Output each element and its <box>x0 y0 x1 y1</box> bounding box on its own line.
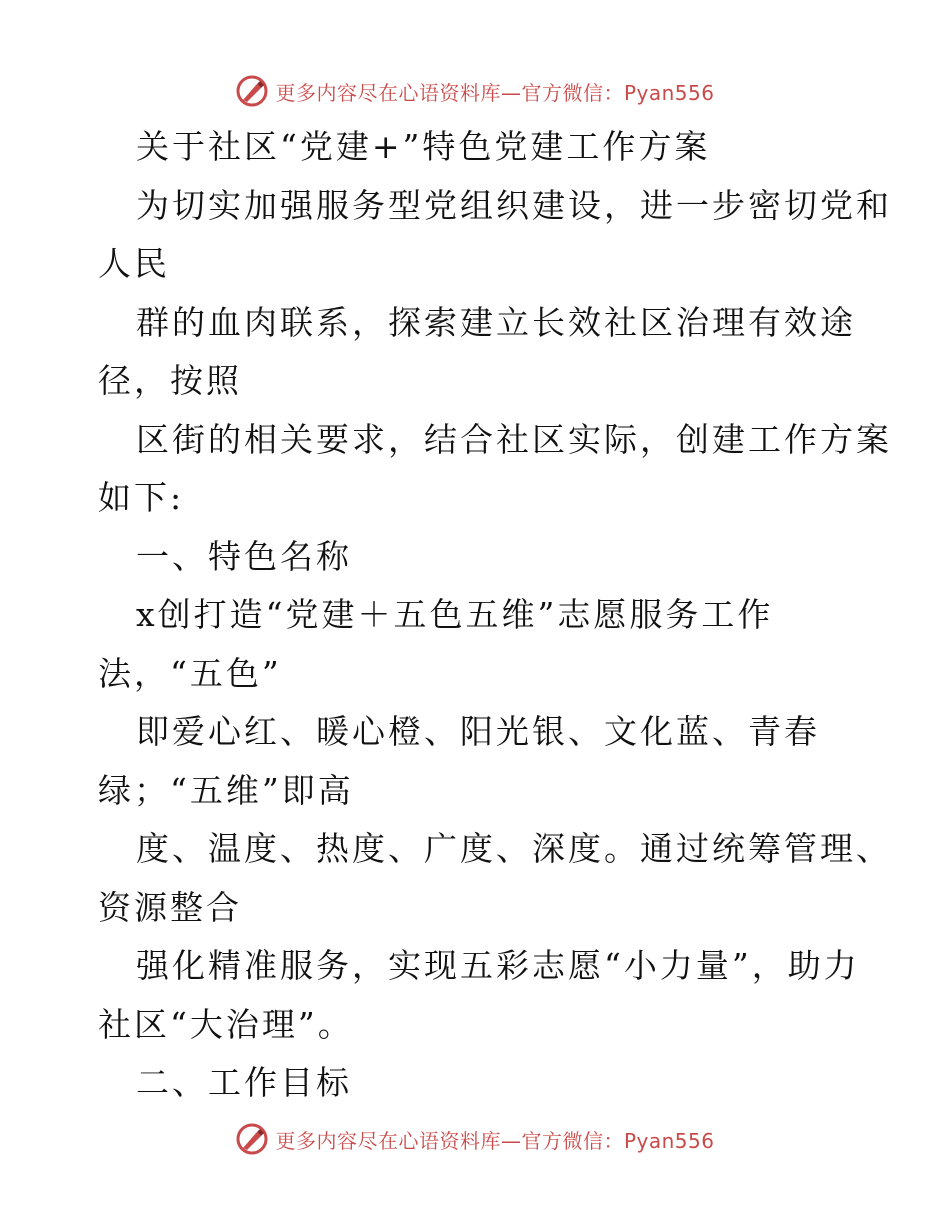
document-line: 社区“大治理”。 <box>98 1004 354 1044</box>
fountain-pen-logo-icon <box>235 74 269 108</box>
document-line: 度、温度、热度、广度、深度。通过统筹管理、 <box>136 829 892 868</box>
header-watermark <box>0 71 950 111</box>
document-line: 一、特色名称 <box>136 536 352 576</box>
document-line: 二、工作目标 <box>136 1063 352 1102</box>
document-body <box>98 118 892 1113</box>
document-line: 法，“五色” <box>98 653 282 693</box>
footer-watermark <box>0 1119 950 1159</box>
document-line: 资源整合 <box>98 887 242 927</box>
document-line: 关于社区“党建+”特色党建工作方案 <box>136 127 711 166</box>
watermark-text: 更多内容尽在心语资料库—官方微信：Pyan556 <box>275 80 715 105</box>
watermark-text: 更多内容尽在心语资料库—官方微信：Pyan556 <box>275 1128 715 1153</box>
document-line: 群的血肉联系，探索建立长效社区治理有效途 <box>136 302 856 342</box>
document-line: 径，按照 <box>98 361 242 400</box>
document-line: 即爱心红、暖心橙、阳光银、文化蓝、青春 <box>136 712 820 751</box>
fountain-pen-logo-icon <box>235 1122 269 1156</box>
document-line: x创打造“党建＋五色五维”志愿服务工作 <box>136 595 774 634</box>
document-line: 强化精准服务，实现五彩志愿“小力量”，助力 <box>136 946 860 985</box>
document-line: 绿；“五维”即高 <box>98 770 354 810</box>
document-line: 如下: <box>98 478 185 517</box>
document-line: 人民 <box>98 244 170 283</box>
document-line: 为切实加强服务型党组织建设，进一步密切党和 <box>136 185 892 225</box>
document-line: 区街的相关要求，结合社区实际，创建工作方案 <box>136 419 892 459</box>
